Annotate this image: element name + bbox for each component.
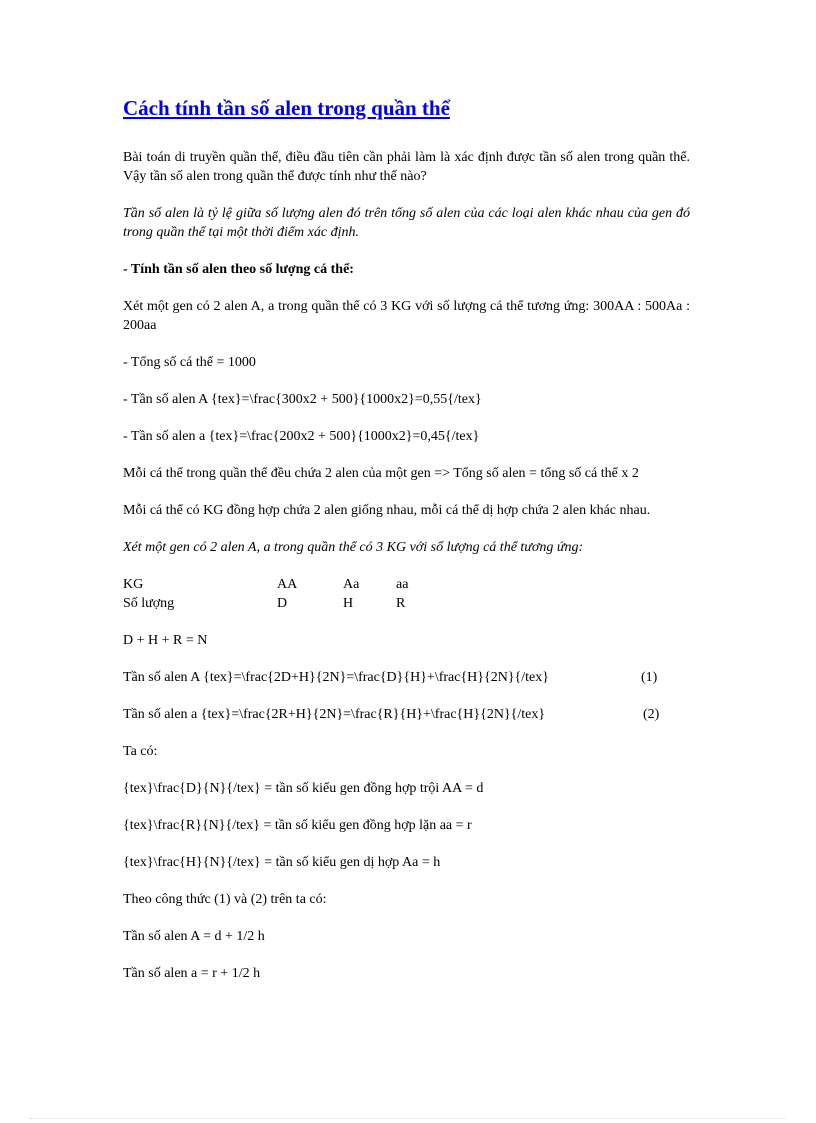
table-row <box>123 594 690 613</box>
page-bottom-rule <box>30 1118 786 1119</box>
formula-a-number: (2) <box>643 707 660 722</box>
formula-A-number: (1) <box>641 670 658 685</box>
freq-A-example: - Tần số alen A {tex}=\frac{300x2 + 500}{1000x2}=0,55{/tex} <box>123 392 482 407</box>
theo-cong-thuc: Theo công thức (1) và (2) trên ta có: <box>123 892 327 907</box>
table-cell: H <box>343 596 354 611</box>
document-page <box>123 94 690 1001</box>
formula-A-line <box>123 668 690 687</box>
def-r: {tex}\frac{R}{N}{/tex} = tần số kiểu gen đồng hợp lặn aa = r <box>123 818 472 833</box>
formula-a-line <box>123 705 690 724</box>
ta-co: Ta có: <box>123 744 158 759</box>
formula-a: Tần số alen a {tex}=\frac{2R+H}{2N}=\frac{R}{H}+\frac{H}{2N}{/tex} <box>123 707 546 722</box>
note-paragraph: Mỗi cá thể trong quần thể đều chứa 2 alen của một gen => Tổng số alen = tổng số cá thể x 2 <box>123 466 639 481</box>
result-a: Tần số alen a = r + 1/2 h <box>123 966 261 981</box>
result-A: Tần số alen A = d + 1/2 h <box>123 929 265 944</box>
freq-a-example: - Tần số alen a {tex}=\frac{200x2 + 500}{1000x2}=0,45{/tex} <box>123 429 480 444</box>
section-heading: - Tính tần số alen theo số lượng cá thể: <box>123 262 354 277</box>
note-paragraph-2: Mỗi cá thể có KG đồng hợp chứa 2 alen giống nhau, mỗi cá thể dị hợp chứa 2 alen khác nhau. <box>123 503 651 518</box>
def-d: {tex}\frac{D}{N}{/tex} = tần số kiểu gen đồng hợp trội AA = d <box>123 781 484 796</box>
table-cell: R <box>396 596 406 611</box>
genotype-table <box>123 575 690 613</box>
intro-paragraph: Bài toán di truyền quần thể, điều đầu tiên cần phải làm là xác định được tần số alen trong quần thể. Vậy tần số alen trong quần thể được tính như thế nào? <box>123 150 690 184</box>
definition-paragraph: Tần số alen là tỷ lệ giữa số lượng alen đó trên tổng số alen của các loại alen khác nhau của gen đó trong quần thể tại một thời điểm xác định. <box>123 206 690 240</box>
def-h: {tex}\frac{H}{N}{/tex} = tần số kiểu gen dị hợp Aa = h <box>123 855 441 870</box>
table-cell: Aa <box>343 577 360 592</box>
table-cell: Số lượng <box>123 596 175 611</box>
example2-heading: Xét một gen có 2 alen A, a trong quần thể có 3 KG với số lượng cá thể tương ứng: <box>123 540 584 555</box>
table-cell: AA <box>277 577 298 592</box>
sum-equation: D + H + R = N <box>123 633 208 648</box>
example-paragraph: Xét một gen có 2 alen A, a trong quần thể có 3 KG với số lượng cá thể tương ứng: 300AA : 500Aa : 200aa <box>123 299 690 333</box>
table-cell: KG <box>123 577 144 592</box>
table-cell: aa <box>396 577 409 592</box>
table-cell: D <box>277 596 288 611</box>
formula-A: Tần số alen A {tex}=\frac{2D+H}{2N}=\frac{D}{H}+\frac{H}{2N}{/tex} <box>123 670 549 685</box>
total-individuals: - Tổng số cá thể = 1000 <box>123 355 256 370</box>
table-row <box>123 575 690 594</box>
page-title[interactable]: Cách tính tần số alen trong quần thể <box>123 96 450 120</box>
